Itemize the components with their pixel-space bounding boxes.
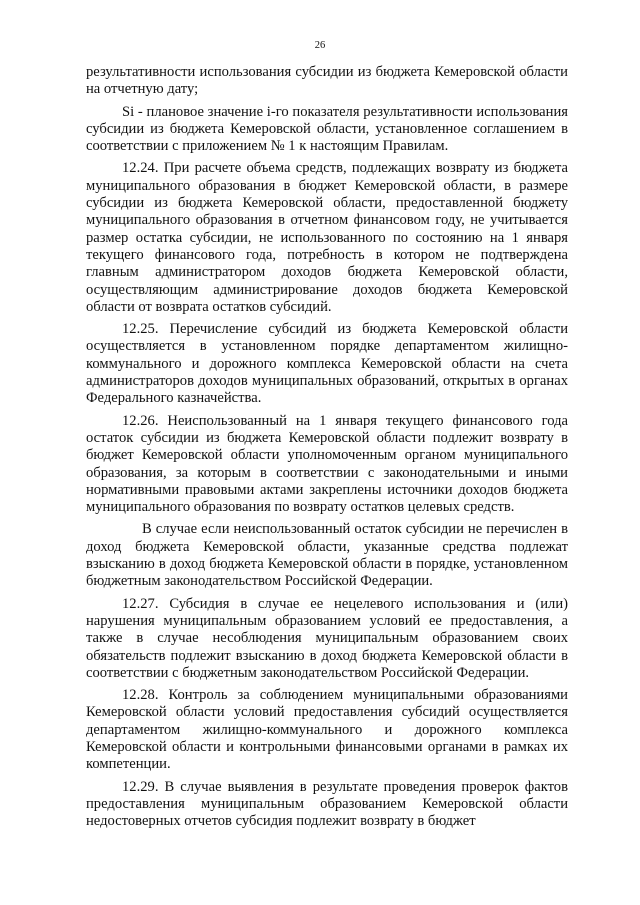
page-number: 26 — [314, 40, 326, 51]
paragraph-12-26: 12.26. Неиспользованный на 1 января текущего финансового года остаток субсидии из бюджета Кемеровской области подлежит возврату в бюджет Кемеровской области уполномоченным органом муниципального образования, за которым в соответствии с законодательными и иными нормативными правовыми актами закреплены источники доходов бюджета муниципального образования по возврату остатков целевых средств. — [86, 412, 568, 516]
paragraph-continuation: результативности использования субсидии из бюджета Кемеровской области на отчетную дату; — [86, 64, 568, 98]
paragraph-12-29: 12.29. В случае выявления в результате проведения проверок фактов предоставления муниципальным образованием Кемеровской области недостоверных отчетов субсидия подлежит возврату в бюджет — [86, 778, 568, 830]
paragraph-si-definition: Si - плановое значение i-го показателя результативности использования субсидии из бюджета Кемеровской области, установленное соглашением в соответствии с приложением № 1 к настоящим Правилам. — [86, 103, 568, 155]
paragraph-12-28: 12.28. Контроль за соблюдением муниципальными образованиями Кемеровской области условий предоставления субсидий осуществляется департаментом жилищно-коммунального и дорожного комплекса Кемеровской области и контрольными финансовыми органами в рамках их компетенции. — [86, 687, 568, 773]
document-body — [86, 64, 568, 830]
paragraph-12-25: 12.25. Перечисление субсидий из бюджета Кемеровской области осуществляется в установленном порядке департаментом жилищно-коммунального и дорожного комплекса Кемеровской области на счета администраторов доходов муниципальных образований, открытых в органах Федерального казначейства. — [86, 321, 568, 407]
paragraph-12-27: 12.27. Субсидия в случае ее нецелевого использования и (или) нарушения муниципальным образованием условий ее предоставления, а также в случае несоблюдения муниципальным образованием своих обязательств подлежит взысканию в доход бюджета Кемеровской области в соответствии с бюджетным законодательством Российской Федерации. — [86, 595, 568, 681]
paragraph-12-24: 12.24. При расчете объема средств, подлежащих возврату из бюджета муниципального образования в бюджет Кемеровской области, в размере субсидии из бюджета Кемеровской области, предоставленной бюджету муниципального образования в отчетном финансовом году, не учитывается размер остатка субсидии, не использованного по состоянию на 1 января текущего финансового года, потребность в котором не подтверждена главным администратором доходов бюджета Кемеровской области, осуществляющим администрирование доходов бюджета Кемеровской области от возврата остатков субсидий. — [86, 160, 568, 315]
paragraph-12-26-continuation: В случае если неиспользованный остаток субсидии не перечислен в доход бюджета Кемеровской области, указанные средства подлежат взысканию в доход бюджета Кемеровской области в порядке, установленном бюджетным законодательством Российской Федерации. — [86, 521, 568, 590]
